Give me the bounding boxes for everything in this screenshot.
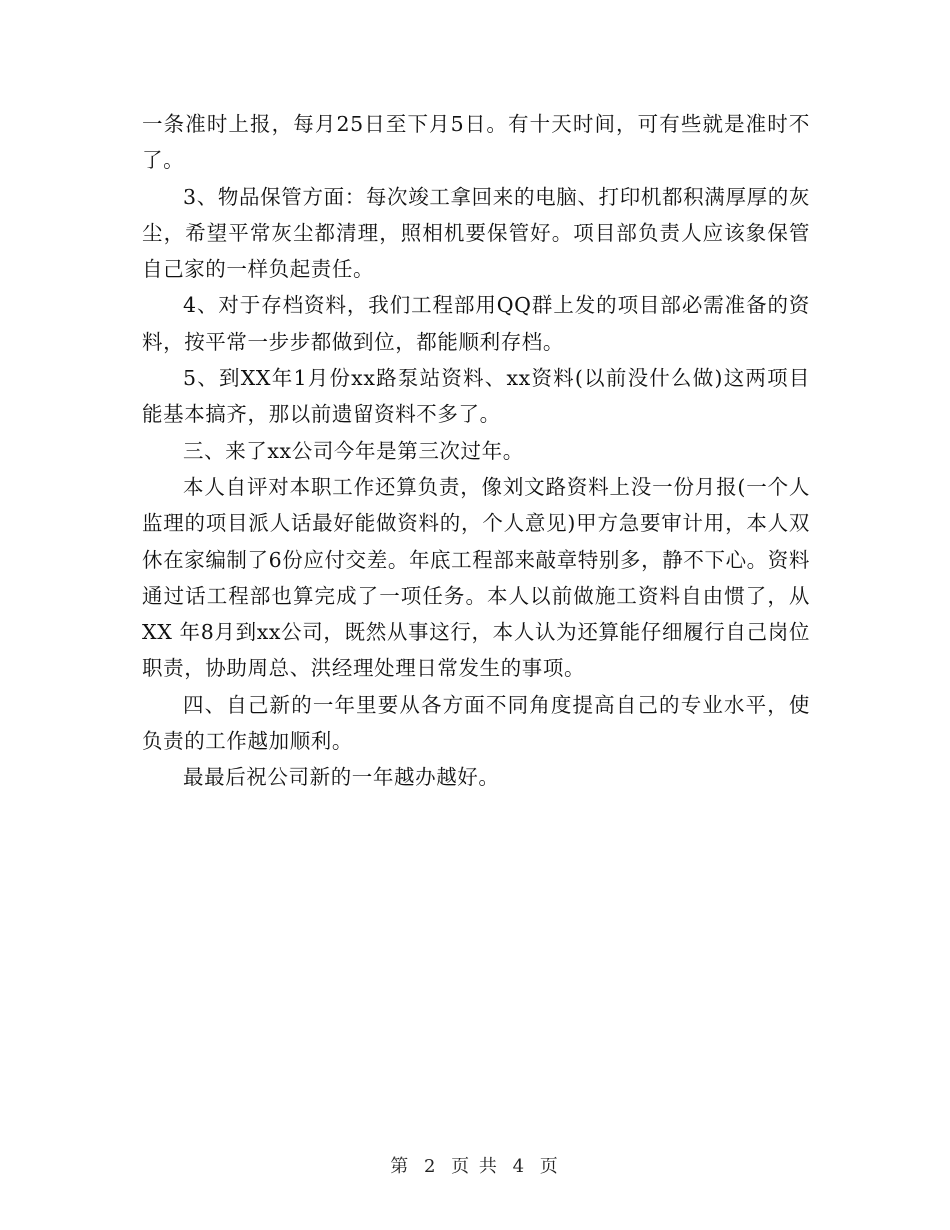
paragraph-item-3: 3、物品保管方面：每次竣工拿回来的电脑、打印机都积满厚厚的灰尘，希望平常灰尘都清理，照相机要保管好。项目部负责人应该象保管自己家的一样负起责任。	[142, 184, 810, 282]
paragraph-self-evaluation: 本人自评对本职工作还算负责，像刘文路资料上没一份月报(一个人监理的项目派人话最好能做资料的，个人意见)甲方急要审计用，本人双休在家编制了6份应付交差。年底工程部来敲章特别多，静不下心。资料通过话工程部也算完成了一项任务。本人以前做施工资料自由惯了，从XX 年8月到xx公司，既然从事这行，本人认为还算能仔细履行自己岗位职责，协助周总、洪经理处理日常发生的事项。	[142, 474, 810, 681]
footer-middle: 页 共	[451, 1156, 499, 1177]
paragraph-item-5: 5、到XX年1月份xx路泵站资料、xx资料(以前没什么做)这两项目能基本搞齐，那以前遗留资料不多了。	[142, 366, 810, 427]
footer-total-pages: 4	[512, 1156, 527, 1177]
paragraph-section-4: 四、自己新的一年里要从各方面不同角度提高自己的专业水平，使负责的工作越加顺利。	[142, 692, 810, 754]
footer-current-page: 2	[423, 1156, 438, 1177]
footer-suffix: 页	[539, 1156, 560, 1177]
document-body	[142, 106, 810, 796]
paragraph-closing: 最最后祝公司新的一年越办越好。	[183, 765, 500, 790]
paragraph-section-3: 三、来了xx公司今年是第三次过年。	[183, 438, 524, 463]
footer-prefix: 第	[390, 1156, 411, 1177]
page-footer	[0, 1152, 950, 1178]
paragraph-item-4: 4、对于存档资料，我们工程部用QQ群上发的项目部必需准备的资料，按平常一步步都做到位，都能顺利存档。	[142, 293, 810, 354]
paragraph-continuation: 一条准时上报，每月25日至下月5日。有十天时间，可有些就是准时不了。	[142, 112, 810, 173]
